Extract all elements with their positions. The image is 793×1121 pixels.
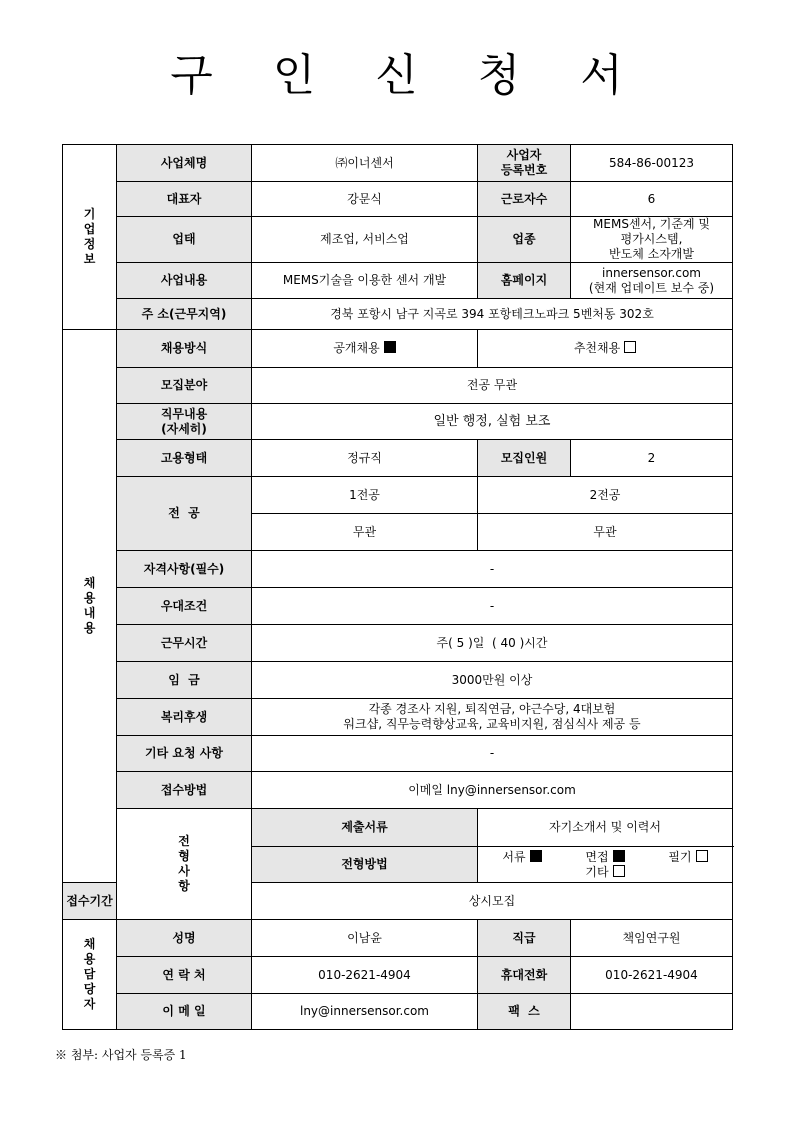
salary-value: 3000만원 이상 (252, 662, 733, 699)
section-contact-person: 채 용 담 당 자 (63, 920, 117, 1030)
major1-header: 1전공 (252, 477, 478, 514)
contact-name-value: 이남윤 (252, 920, 478, 957)
ceo-label: 대표자 (117, 182, 252, 217)
option-other: 기타 (585, 865, 624, 880)
application-period-label: 접수기간 (63, 883, 117, 920)
hiring-method-label: 채용방식 (117, 330, 252, 368)
address-label: 주 소(근무지역) (117, 299, 252, 330)
other-request-value: - (252, 736, 733, 772)
major2-value: 무관 (478, 514, 733, 551)
phone-value: 010-2621-4904 (252, 957, 478, 994)
application-method-label: 접수방법 (117, 772, 252, 809)
other-request-label: 기타 요청 사항 (117, 736, 252, 772)
title-char: 신 (375, 50, 448, 101)
homepage-label: 홈페이지 (478, 263, 571, 299)
option-written-test: 필기 (668, 850, 707, 865)
employment-type-value: 정규직 (252, 440, 478, 477)
title-char: 서 (580, 50, 653, 101)
salary-label: 임 금 (117, 662, 252, 699)
application-method-value: 이메일 lny@innersensor.com (252, 772, 733, 809)
attachment-note: ※ 첨부: 사업자 등록증 1 (55, 1048, 187, 1062)
checked-box-icon (384, 341, 396, 353)
business-reg-number-label: 사업자 등록번호 (478, 145, 571, 182)
checked-box-icon (613, 850, 625, 862)
welfare-value: 각종 경조사 지원, 퇴직연금, 야근수당, 4대보험 워크샵, 직무능력향상교육, 교육비지원, 점심식사 제공 등 (252, 699, 733, 736)
fax-label: 팩 스 (478, 994, 571, 1030)
open-hiring-option: 공개채용 (252, 330, 478, 368)
industry-label: 업종 (478, 217, 571, 263)
page-title (0, 50, 793, 102)
position-value: 책임연구원 (571, 920, 733, 957)
address-value: 경북 포항시 남구 지곡로 394 포항테크노파크 5벤처동 302호 (252, 299, 733, 330)
major-label: 전 공 (117, 477, 252, 551)
documents-value: 자기소개서 및 이력서 (478, 809, 733, 847)
title-char: 구 (170, 50, 243, 101)
business-type-label: 업태 (117, 217, 252, 263)
checked-box-icon (530, 850, 542, 862)
recruit-field-value: 전공 무관 (252, 368, 733, 404)
job-duty-label: 직무내용 (자세히) (117, 404, 252, 440)
fax-value (571, 994, 733, 1030)
section-recruitment-details: 채 용 내 용 (63, 330, 117, 883)
section-screening: 전 형 사 항 (117, 809, 252, 920)
preference-label: 우대조건 (117, 588, 252, 625)
work-hours-label: 근무시간 (117, 625, 252, 662)
major1-value: 무관 (252, 514, 478, 551)
work-hours-value: 주( 5 )일 ( 40 )시간 (252, 625, 733, 662)
preference-value: - (252, 588, 733, 625)
application-period-value: 상시모집 (252, 883, 733, 920)
industry-value: MEMS센서, 기준계 및 평가시스템, 반도체 소자개발 (571, 217, 733, 263)
business-type-value: 제조업, 서비스업 (252, 217, 478, 263)
employment-type-label: 고용형태 (117, 440, 252, 477)
option-interview: 면접 (585, 850, 624, 865)
business-content-value: MEMS기술을 이용한 센서 개발 (252, 263, 478, 299)
contact-name-label: 성명 (117, 920, 252, 957)
empty-box-icon (613, 865, 625, 877)
phone-label: 연 락 처 (117, 957, 252, 994)
title-char: 인 (272, 50, 346, 101)
workers-label: 근로자수 (478, 182, 571, 217)
company-name-value: ㈜이너센서 (252, 145, 478, 182)
recruit-count-label: 모집인원 (478, 440, 571, 477)
email-label: 이 메 일 (117, 994, 252, 1030)
major2-header: 2전공 (478, 477, 733, 514)
documents-label: 제출서류 (252, 809, 478, 847)
business-reg-number-value: 584-86-00123 (571, 145, 733, 182)
empty-box-icon (696, 850, 708, 862)
company-name-label: 사업체명 (117, 145, 252, 182)
recruit-field-label: 모집분야 (117, 368, 252, 404)
homepage-value: innersensor.com (현재 업데이트 보수 중) (571, 263, 733, 299)
section-company-info: 기 업 정 보 (63, 145, 117, 330)
job-duty-value: 일반 행정, 실험 보조 (252, 404, 733, 440)
mobile-label: 휴대전화 (478, 957, 571, 994)
welfare-label: 복리후생 (117, 699, 252, 736)
recruit-count-value: 2 (571, 440, 733, 477)
screening-method-label: 전형방법 (252, 847, 478, 883)
empty-box-icon (624, 341, 636, 353)
email-value: lny@innersensor.com (252, 994, 478, 1030)
job-application-form (62, 144, 733, 1030)
ceo-value: 강문식 (252, 182, 478, 217)
title-char: 청 (477, 50, 551, 101)
screening-method-options (478, 847, 733, 883)
qualification-value: - (252, 551, 733, 588)
position-label: 직급 (478, 920, 571, 957)
option-documents: 서류 (502, 850, 541, 865)
qualification-label: 자격사항(필수) (117, 551, 252, 588)
mobile-value: 010-2621-4904 (571, 957, 733, 994)
recommend-hiring-option: 추천채용 (478, 330, 733, 368)
business-content-label: 사업내용 (117, 263, 252, 299)
workers-value: 6 (571, 182, 733, 217)
